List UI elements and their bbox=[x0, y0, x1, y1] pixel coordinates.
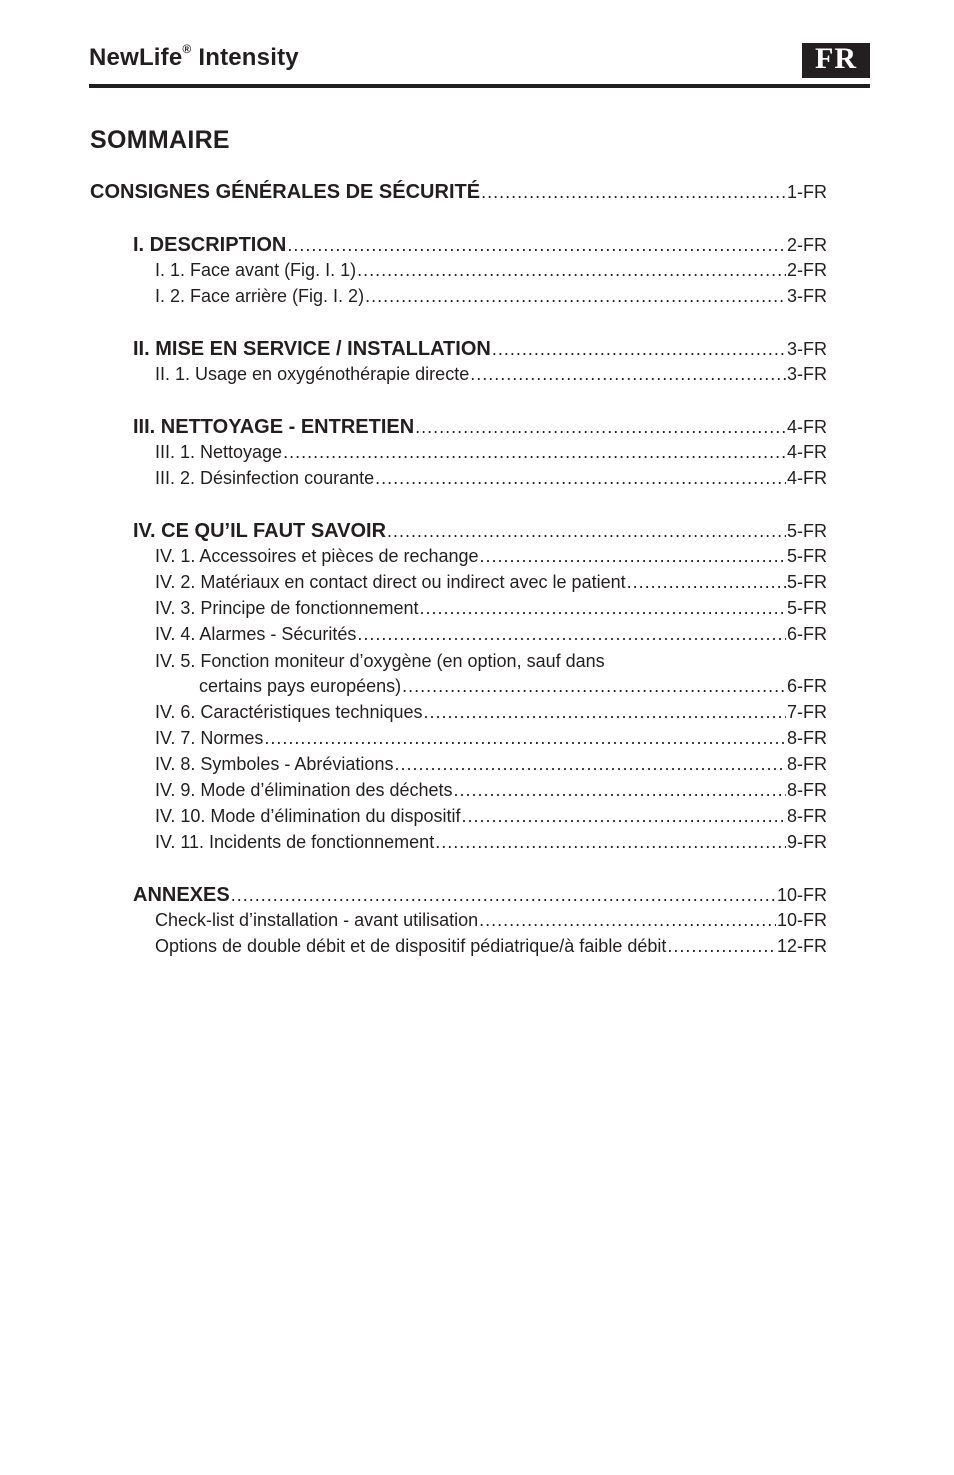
toc-entry-label: Options de double débit et de dispositif pédiatrique/à faible débit bbox=[155, 936, 667, 956]
leader-dots bbox=[402, 676, 786, 697]
leader-dots bbox=[357, 260, 786, 281]
toc-page-number: 5-FR bbox=[787, 521, 827, 541]
leader-dots bbox=[283, 442, 786, 463]
leader-dots bbox=[424, 702, 787, 723]
toc-entry-label: IV. CE QU’IL FAUT SAVOIR bbox=[133, 520, 387, 542]
toc-page-number: 8-FR bbox=[787, 780, 827, 800]
toc-entry-label: IV. 2. Matériaux en contact direct ou indirect avec le patient bbox=[155, 572, 626, 592]
toc-entry-iv-3[interactable] bbox=[155, 598, 827, 624]
brand-name: NewLife bbox=[89, 44, 183, 71]
toc-entry-label: IV. 3. Principe de fonctionnement bbox=[155, 598, 419, 618]
toc-entry-label: IV. 9. Mode d’élimination des déchets bbox=[155, 780, 453, 800]
toc-entry-iv-5[interactable] bbox=[199, 676, 827, 702]
leader-dots bbox=[365, 286, 786, 307]
toc-page-number: 8-FR bbox=[787, 806, 827, 826]
leader-dots bbox=[420, 598, 786, 619]
toc-entry-iv-5-line1[interactable]: IV. 5. Fonction moniteur d’oxygène (en option, sauf dans bbox=[155, 651, 605, 671]
registered-mark: ® bbox=[182, 42, 192, 56]
toc-entry-i-1[interactable] bbox=[155, 260, 827, 286]
toc-page-number: 5-FR bbox=[787, 598, 827, 618]
toc-entry-iv-6[interactable] bbox=[155, 702, 827, 728]
leader-dots bbox=[375, 468, 786, 489]
leader-dots bbox=[492, 339, 786, 360]
toc-entry-label: IV. 10. Mode d’élimination du dispositif bbox=[155, 806, 461, 826]
toc-page-number: 8-FR bbox=[787, 728, 827, 748]
toc-entry-label: CONSIGNES GÉNÉRALES DE SÉCURITÉ bbox=[90, 181, 481, 203]
leader-dots bbox=[470, 364, 786, 385]
leader-dots bbox=[231, 885, 776, 906]
toc-page-number: 2-FR bbox=[787, 235, 827, 255]
toc-page-number: 12-FR bbox=[776, 936, 827, 956]
toc-entry-label: I. 1. Face avant (Fig. I. 1) bbox=[155, 260, 357, 280]
toc-page-number: 4-FR bbox=[787, 442, 827, 462]
leader-dots bbox=[481, 182, 786, 203]
leader-dots bbox=[627, 572, 786, 593]
leader-dots bbox=[394, 754, 786, 775]
leader-dots bbox=[667, 936, 776, 957]
page-title: SOMMAIRE bbox=[90, 126, 230, 154]
toc-entry-iv-9[interactable] bbox=[155, 780, 827, 806]
toc-entry-label: IV. 11. Incidents de fonctionnement bbox=[155, 832, 435, 852]
toc-page-number: 6-FR bbox=[787, 676, 827, 696]
toc-entry-label: IV. 1. Accessoires et pièces de rechange bbox=[155, 546, 479, 566]
page-header bbox=[89, 40, 870, 88]
toc-page-number: 5-FR bbox=[787, 546, 827, 566]
leader-dots bbox=[357, 624, 786, 645]
toc-page-number: 9-FR bbox=[787, 832, 827, 852]
toc-entry-section-iv[interactable] bbox=[133, 520, 827, 546]
toc-entry-ii-1[interactable] bbox=[155, 364, 827, 390]
toc-entry-label: I. DESCRIPTION bbox=[133, 234, 287, 256]
toc-entry-iv-2[interactable] bbox=[155, 572, 827, 598]
toc-entry-label: IV. 4. Alarmes - Sécurités bbox=[155, 624, 357, 644]
toc-entry-iv-8[interactable] bbox=[155, 754, 827, 780]
toc-entry-label: III. 2. Désinfection courante bbox=[155, 468, 375, 488]
leader-dots bbox=[480, 546, 786, 567]
toc-entry-iv-1[interactable] bbox=[155, 546, 827, 572]
toc-entry-label: ANNEXES bbox=[133, 884, 230, 906]
leader-dots bbox=[387, 521, 786, 542]
toc-page-number: 7-FR bbox=[787, 702, 827, 722]
toc-entry-label: III. 1. Nettoyage bbox=[155, 442, 283, 462]
toc-entry-iv-4[interactable] bbox=[155, 624, 827, 650]
toc-entry-label-continuation: certains pays européens) bbox=[199, 676, 402, 696]
toc-entry-iv-11[interactable] bbox=[155, 832, 827, 858]
toc-page-number: 10-FR bbox=[776, 910, 827, 930]
toc-page-number: 3-FR bbox=[787, 364, 827, 384]
product-name bbox=[89, 44, 299, 72]
toc-entry-section-ii[interactable] bbox=[133, 338, 827, 364]
toc-entry-label: IV. 7. Normes bbox=[155, 728, 264, 748]
leader-dots bbox=[479, 910, 776, 931]
toc-entry-annex-checklist[interactable] bbox=[155, 910, 827, 936]
toc-page-number: 2-FR bbox=[787, 260, 827, 280]
toc-entry-label: III. NETTOYAGE - ENTRETIEN bbox=[133, 416, 415, 438]
leader-dots bbox=[264, 728, 786, 749]
toc-entry-section-i[interactable] bbox=[133, 234, 827, 260]
toc-page-number: 10-FR bbox=[776, 885, 827, 905]
leader-dots bbox=[435, 832, 786, 853]
toc-entry-i-2[interactable] bbox=[155, 286, 827, 312]
leader-dots bbox=[287, 235, 786, 256]
toc-entry-label: Check-list d’installation - avant utilisation bbox=[155, 910, 479, 930]
toc-page-number: 4-FR bbox=[787, 468, 827, 488]
leader-dots bbox=[454, 780, 786, 801]
leader-dots bbox=[462, 806, 786, 827]
toc-entry-iii-1[interactable] bbox=[155, 442, 827, 468]
toc-entry-label: I. 2. Face arrière (Fig. I. 2) bbox=[155, 286, 365, 306]
toc-page-number: 3-FR bbox=[787, 286, 827, 306]
toc-entry-safety[interactable] bbox=[90, 181, 827, 207]
toc-page-number: 5-FR bbox=[787, 572, 827, 592]
language-badge: FR bbox=[802, 43, 870, 78]
toc-entry-annexes[interactable] bbox=[133, 884, 827, 910]
brand-suffix: Intensity bbox=[198, 44, 299, 71]
toc-entry-label: II. 1. Usage en oxygénothérapie directe bbox=[155, 364, 470, 384]
toc-page-number: 1-FR bbox=[787, 182, 827, 202]
toc-entry-iv-7[interactable] bbox=[155, 728, 827, 754]
toc-entry-iv-10[interactable] bbox=[155, 806, 827, 832]
toc-page-number: 4-FR bbox=[787, 417, 827, 437]
toc-entry-annex-options[interactable] bbox=[155, 936, 827, 962]
leader-dots bbox=[415, 417, 786, 438]
toc-page-number: 8-FR bbox=[787, 754, 827, 774]
toc-entry-label: IV. 6. Caractéristiques techniques bbox=[155, 702, 423, 722]
toc-page-number: 3-FR bbox=[787, 339, 827, 359]
toc-page-number: 6-FR bbox=[787, 624, 827, 644]
toc-entry-label: II. MISE EN SERVICE / INSTALLATION bbox=[133, 338, 491, 360]
toc-entry-label: IV. 8. Symboles - Abréviations bbox=[155, 754, 394, 774]
toc-entry-iii-2[interactable] bbox=[155, 468, 827, 494]
toc-entry-section-iii[interactable] bbox=[133, 416, 827, 442]
